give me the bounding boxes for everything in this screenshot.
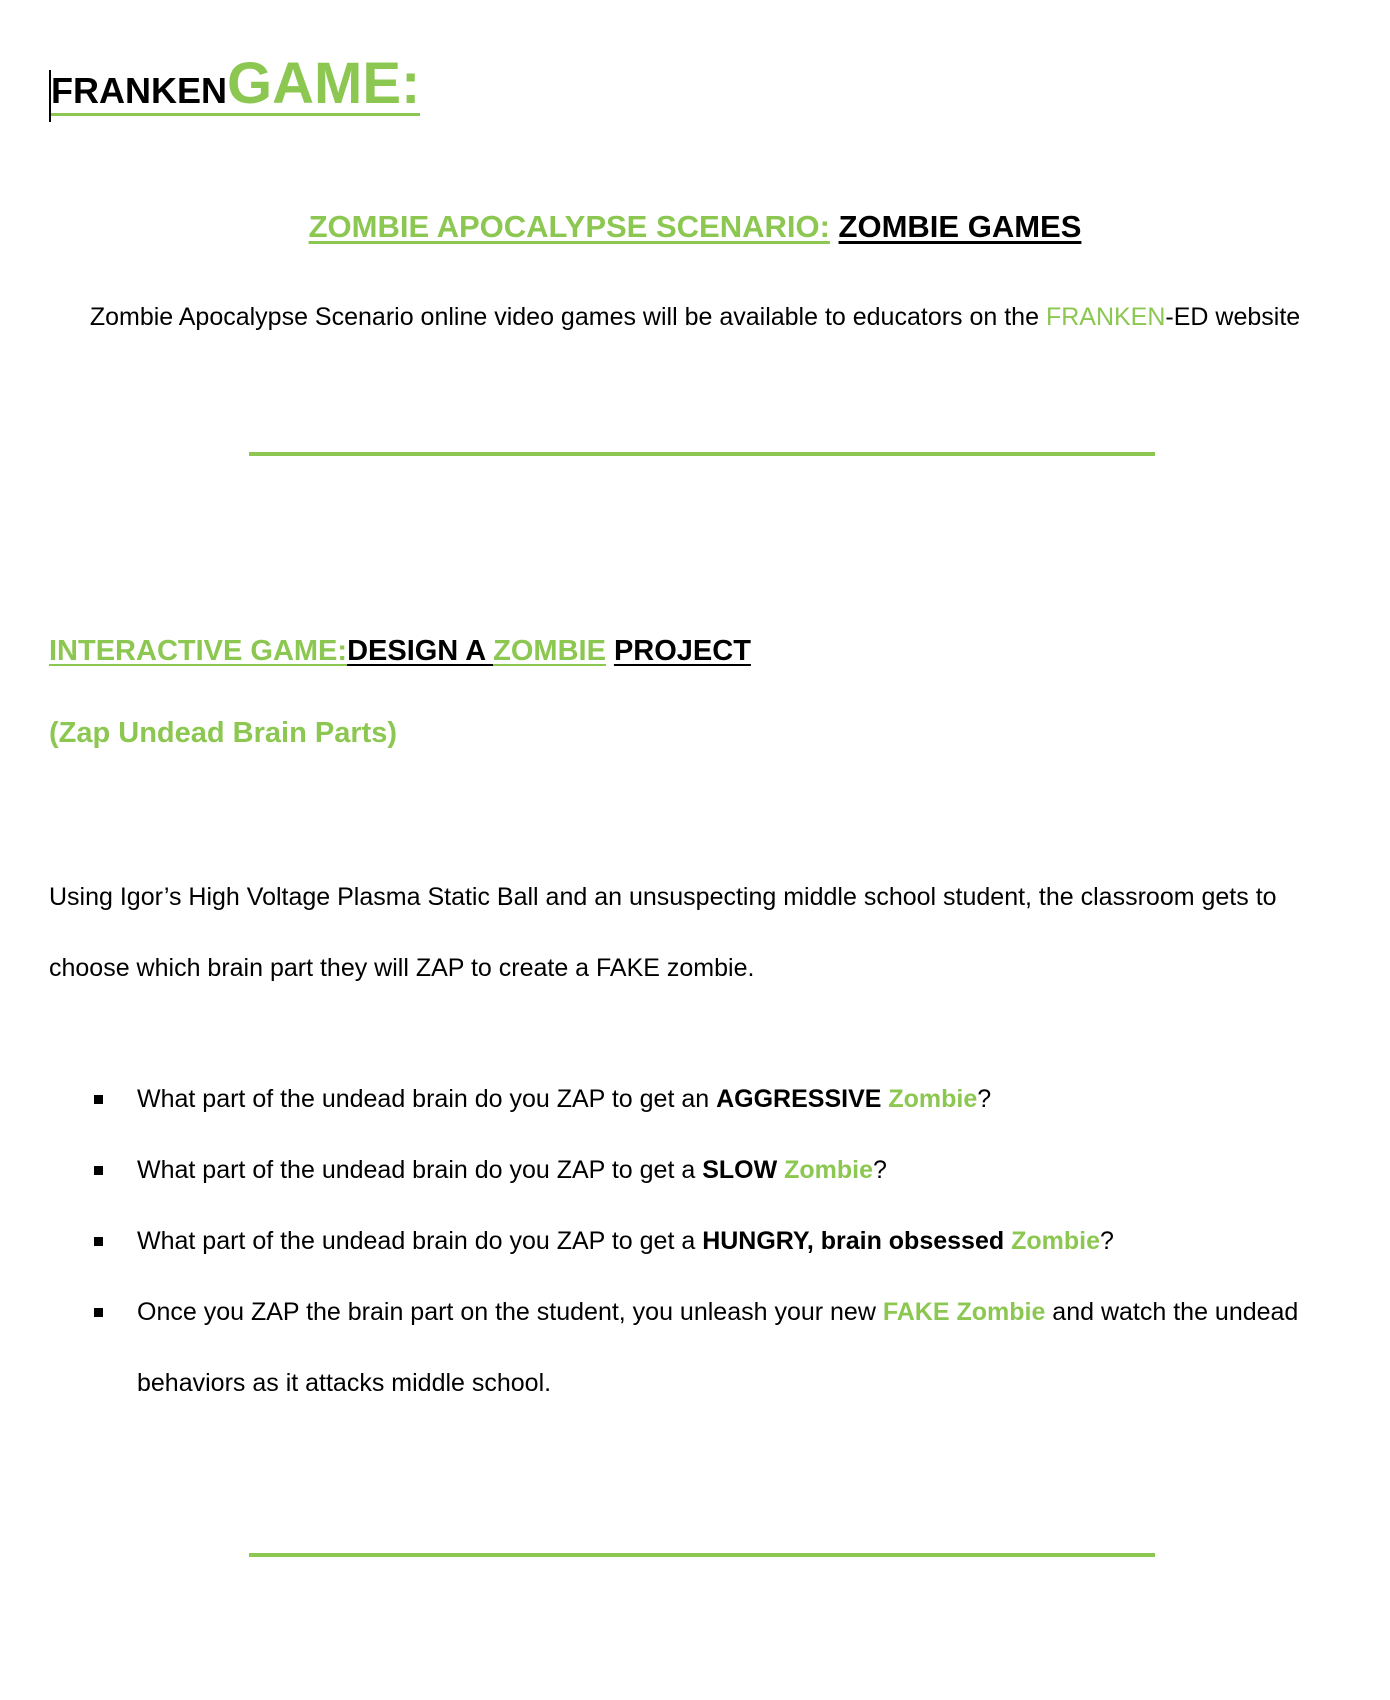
divider-rule-1	[249, 452, 1155, 456]
section2-paragraph: Using Igor’s High Voltage Plasma Static Ball and an unsuspecting middle school student, the classroom gets to choose which brain part they will ZAP to create a FAKE zombie.	[49, 883, 1277, 982]
bullet-bold: AGGRESSIVE	[716, 1085, 882, 1113]
section1-heading-black: ZOMBIE GAMES	[838, 209, 1082, 244]
divider-rule-2	[249, 1553, 1155, 1557]
intro-text-after: -ED website	[1165, 303, 1301, 331]
bullet-text: Once you ZAP the brain part on the student, you unleash your new	[137, 1298, 883, 1326]
bullet-square-icon	[94, 1308, 103, 1317]
bullet-bold: SLOW	[702, 1156, 778, 1184]
bullet-square-icon	[94, 1237, 103, 1246]
bullet-text: What part of the undead brain do you ZAP to get a	[137, 1227, 703, 1255]
bullet-green: Zombie	[784, 1156, 874, 1184]
list-item	[92, 1135, 1342, 1206]
section2-heading-project: PROJECT	[613, 635, 751, 667]
bullet-square-icon	[94, 1166, 103, 1175]
section2-heading	[49, 634, 751, 669]
bullet-bold: HUNGRY, brain obsessed	[702, 1227, 1005, 1255]
page-title	[51, 51, 421, 116]
bullet-green: Zombie	[1011, 1227, 1100, 1255]
question-list	[92, 1064, 1342, 1419]
section1-heading-green: ZOMBIE APOCALYPSE SCENARIO:	[308, 209, 830, 244]
bullet-green: Zombie	[888, 1085, 978, 1113]
section2-heading-zombie: ZOMBIE	[493, 635, 606, 667]
bullet-post: and watch the undead behaviors as it attacks middle school.	[137, 1298, 1299, 1397]
bullet-text: What part of the undead brain do you ZAP to get a	[137, 1156, 703, 1184]
list-item	[92, 1277, 1342, 1419]
intro-text-before: Zombie Apocalypse Scenario online video games will be available to educators on the	[89, 303, 1046, 331]
bullet-text: What part of the undead brain do you ZAP to get an	[137, 1085, 717, 1113]
bullet-post: ?	[873, 1156, 887, 1184]
list-item	[92, 1206, 1342, 1277]
section2-heading-design: DESIGN A	[347, 635, 494, 667]
section1-intro	[0, 302, 1390, 332]
title-game: GAME:	[227, 51, 421, 116]
list-item	[92, 1064, 1342, 1135]
bullet-square-icon	[94, 1095, 103, 1104]
title-franken: FRANKEN	[51, 70, 227, 111]
section2-subheading: (Zap Undead Brain Parts)	[49, 717, 398, 749]
bullet-green: FAKE Zombie	[882, 1298, 1046, 1326]
bullet-post: ?	[1099, 1227, 1114, 1255]
section1-heading	[0, 208, 1390, 245]
bullet-post: ?	[977, 1085, 992, 1113]
section2-heading-interactive: INTERACTIVE GAME:	[49, 635, 348, 667]
intro-franken: FRANKEN	[1045, 303, 1166, 331]
